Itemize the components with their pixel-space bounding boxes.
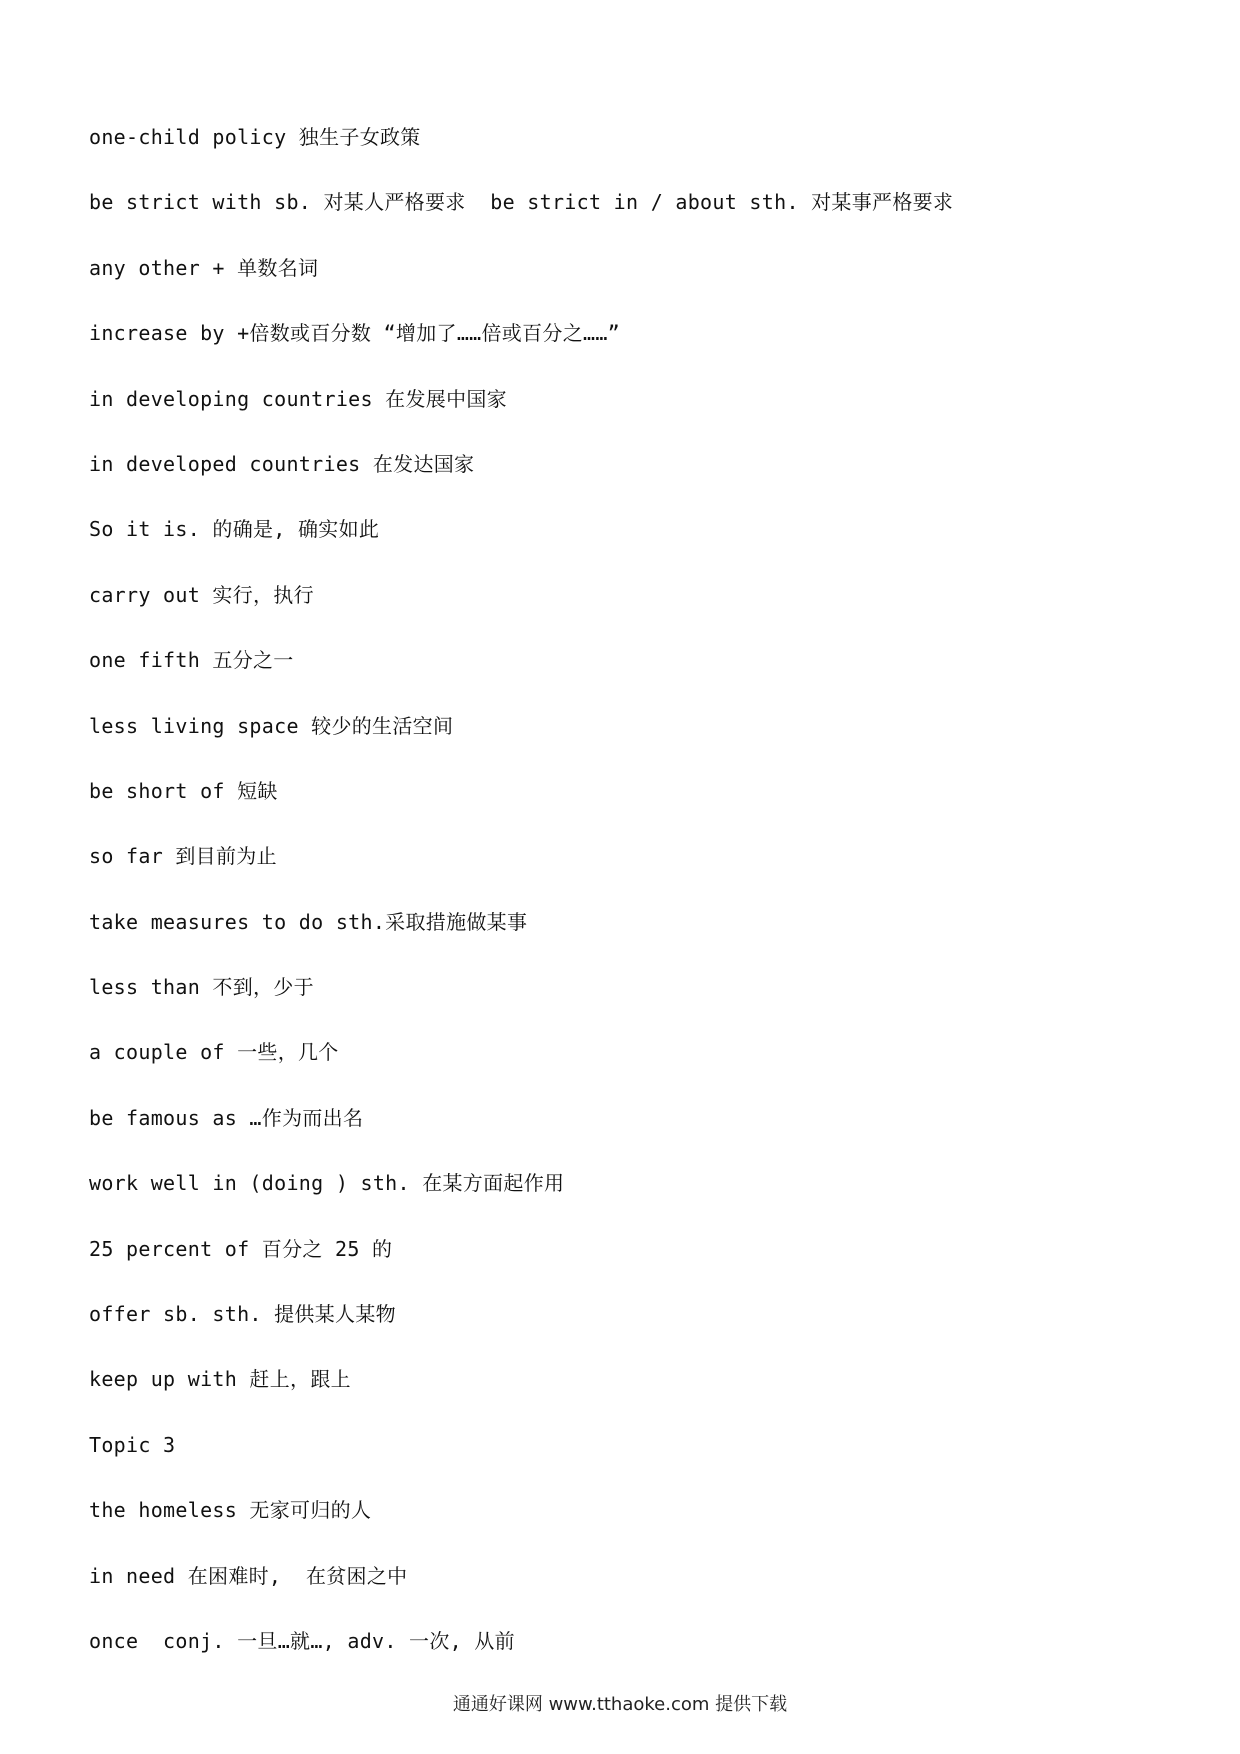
vocab-line: once conj. 一旦…就…, adv. 一次, 从前 [89, 1628, 515, 1653]
vocab-line: work well in (doing ) sth. 在某方面起作用 [89, 1171, 565, 1196]
vocabulary-list [89, 122, 1149, 1691]
vocab-line: one-child policy 独生子女政策 [89, 125, 421, 149]
vocab-line: in developing countries 在发展中国家 [89, 386, 507, 411]
vocab-line: so far 到目前为止 [89, 844, 277, 869]
vocab-line: in developed countries 在发达国家 [89, 451, 475, 476]
vocab-line: carry out 实行，执行 [89, 582, 314, 607]
vocab-line: a couple of 一些，几个 [89, 1040, 339, 1065]
vocab-line: less than 不到，少于 [89, 975, 314, 1000]
vocab-line: the homeless 无家可归的人 [89, 1498, 372, 1523]
vocab-line: take measures to do sth.采取措施做某事 [89, 909, 528, 934]
page-footer: 通通好课网 www.tthaoke.com 提供下载 [452, 1694, 788, 1715]
vocab-line: be short of 短缺 [89, 778, 278, 803]
vocab-line: in need 在困难时, 在贫困之中 [89, 1563, 408, 1588]
section-heading: Topic 3 [89, 1432, 176, 1457]
vocab-line: keep up with 赶上，跟上 [89, 1367, 351, 1392]
vocab-line: be famous as …作为而出名 [89, 1105, 364, 1130]
vocab-line: So it is. 的确是, 确实如此 [89, 517, 380, 542]
vocab-line: increase by +倍数或百分数 “增加了……倍或百分之……” [89, 321, 621, 346]
vocab-line: be strict with sb. 对某人严格要求 be strict in / about sth. 对某事严格要求 [89, 190, 954, 215]
vocab-line: any other + 单数名词 [89, 255, 319, 280]
vocab-line: offer sb. sth. 提供某人某物 [89, 1302, 396, 1327]
vocab-line: one fifth 五分之一 [89, 648, 294, 673]
vocab-line: less living space 较少的生活空间 [89, 713, 454, 738]
vocab-line: 25 percent of 百分之 25 的 [89, 1236, 393, 1261]
